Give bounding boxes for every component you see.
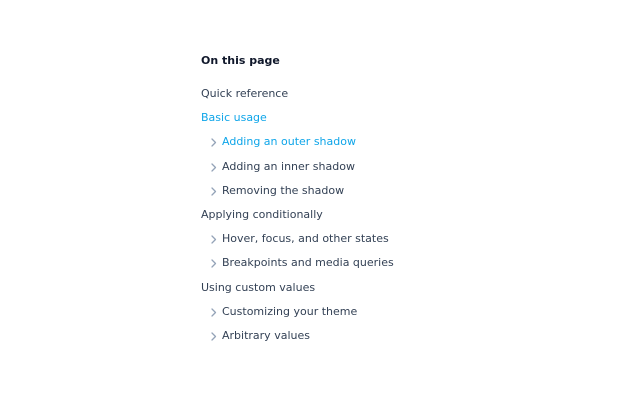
- toc-item-quick-reference[interactable]: [201, 87, 394, 111]
- toc-item-using-custom-values[interactable]: [201, 281, 394, 305]
- toc-item-removing-shadow[interactable]: [201, 184, 394, 208]
- toc-item-hover-focus-states[interactable]: [201, 232, 394, 256]
- chevron-right-icon: [211, 232, 222, 246]
- toc-item-customizing-theme[interactable]: [201, 305, 394, 329]
- toc-item-label[interactable]: Removing the shadow: [222, 183, 345, 197]
- toc-item-label[interactable]: Arbitrary values: [222, 328, 310, 342]
- toc-title: On this page: [201, 54, 280, 67]
- toc-item-label[interactable]: Using custom values: [201, 280, 316, 294]
- toc-item-label[interactable]: Adding an outer shadow: [222, 135, 356, 149]
- toc-item-adding-inner-shadow[interactable]: [201, 160, 394, 184]
- chevron-right-icon: [211, 305, 222, 319]
- toc-item-adding-outer-shadow[interactable]: [201, 135, 394, 159]
- chevron-right-icon: [211, 184, 222, 198]
- toc-list: [201, 87, 394, 353]
- chevron-right-icon: [211, 135, 222, 149]
- toc-item-label[interactable]: Hover, focus, and other states: [222, 232, 389, 246]
- toc-item-label[interactable]: Basic usage: [201, 111, 267, 125]
- toc-item-label[interactable]: Applying conditionally: [201, 207, 323, 221]
- chevron-right-icon: [211, 160, 222, 174]
- toc-item-label[interactable]: Quick reference: [201, 87, 289, 100]
- toc-item-arbitrary-values[interactable]: [201, 329, 394, 353]
- toc-item-breakpoints-media-queries[interactable]: [201, 256, 394, 280]
- toc-item-basic-usage[interactable]: [201, 111, 394, 135]
- chevron-right-icon: [211, 256, 222, 270]
- toc-item-label[interactable]: Customizing your theme: [222, 304, 358, 318]
- chevron-right-icon: [211, 329, 222, 343]
- toc-item-label[interactable]: Adding an inner shadow: [222, 159, 355, 173]
- toc-item-applying-conditionally[interactable]: [201, 208, 394, 232]
- toc-item-label[interactable]: Breakpoints and media queries: [222, 256, 394, 270]
